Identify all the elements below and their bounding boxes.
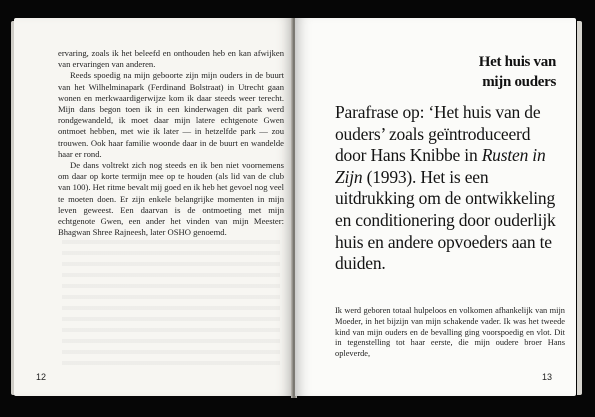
chapter-title-line-2: mijn ouders: [482, 74, 556, 90]
intro-book-title: Rusten in Zijn: [335, 145, 546, 187]
page-stack-right: [577, 21, 582, 395]
open-book: [14, 18, 578, 398]
page-number-right: 13: [541, 372, 552, 382]
left-paragraph-1: ervaring, zoals ik het beleefd en onthouden heb en kan afwijken van ervaringen van anderen.: [58, 48, 284, 70]
intro-text-2: (1993). Het is een uitdrukking om de ontwikkeling en conditionering door ouderlijk huis en andere opvoeders aan te duiden.: [335, 166, 556, 274]
show-through-text: [62, 240, 280, 370]
chapter-title-line-1: Het huis van: [478, 54, 556, 70]
chapter-title: [406, 52, 556, 92]
right-page-text: [335, 306, 565, 360]
left-page: [14, 18, 293, 396]
right-paragraph-1: Ik werd geboren totaal hulpeloos en volkomen afhankelijk van mijn Moeder, in het bijzijn van mijn schakende vader. Ik was het tweede kind van mijn ouders en de bevalling ging voorspoedig en vlot. Dit in tegenstelling tot haar eerste, die mijn oudere broer Hans opleverde,: [335, 306, 565, 359]
left-page-text: [58, 48, 284, 238]
intro-text-1: Parafrase op: ‘Het huis van de ouders’ zoals geïntroduceerd door Hans Knibbe in: [335, 102, 541, 166]
right-page: [295, 18, 576, 396]
left-paragraph-2: Reeds spoedig na mijn geboorte zijn mijn ouders in de buurt van het Wilhelminapark (Ferdinand Bolstraat) in Utrecht gaan wonen en merkwaardigerwijze kom ik daar steeds weer terecht. Mijn dans begon toen ik in een kinderwagen dit park werd rondgewandeld, ik moet daar mijn latere echtgenote Gwen ontmoet hebben, met wie ik later — in hetzelfde park — zou trouwen. Ook haar familie woonde daar in de buurt en wandelde haar er rond.: [58, 70, 284, 159]
chapter-intro: [335, 102, 563, 275]
left-paragraph-3: De dans voltrekt zich nog steeds en ik ben niet voornemens om daar op korte termijn mee op te houden (als lid van de club van 100). Het ritme bevalt mij goed en ik heb het gevoel nog veel te moeten doen. Er zijn enkele belangrijke momenten in mijn leven geweest. Een daarvan is de ontmoeting met mijn echtgenote Gwen, een ander het vinden van mijn Meester: Bhagwan Shree Rajneesh, later OSHO genoemd.: [58, 160, 284, 238]
page-number-left: 12: [36, 372, 47, 382]
